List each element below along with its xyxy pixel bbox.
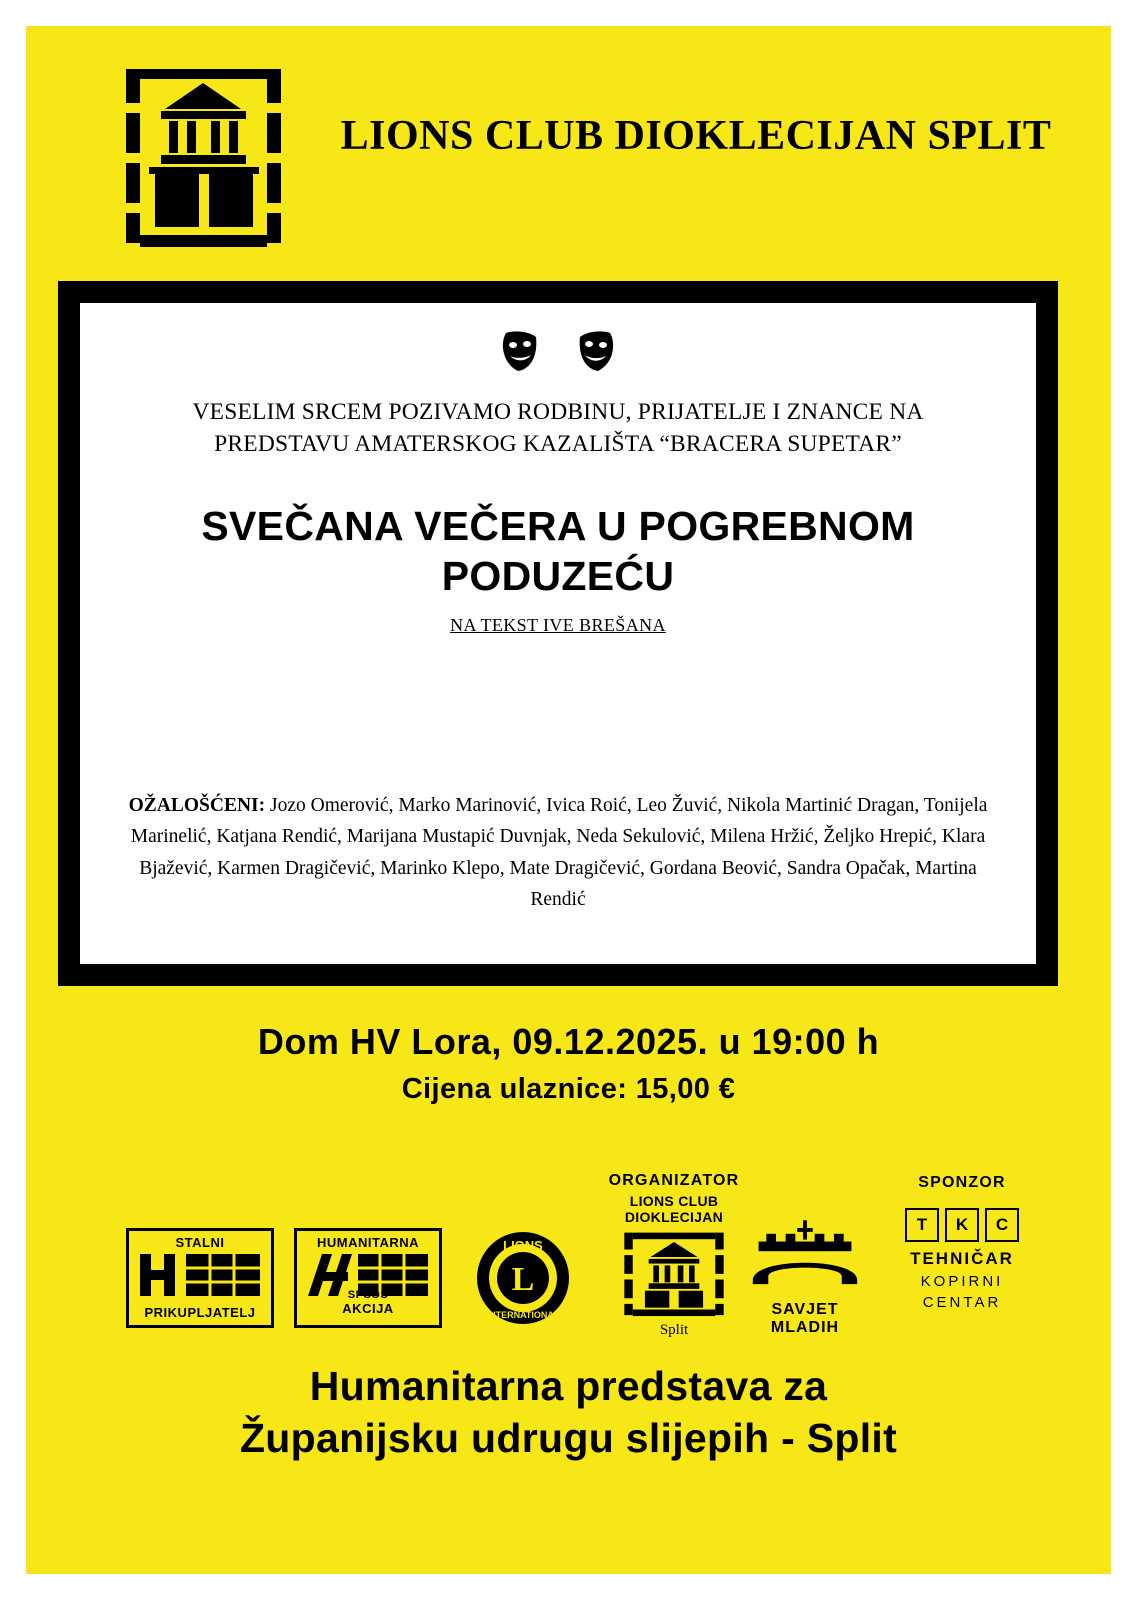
invitation-text — [122, 397, 994, 460]
play-author: NA TEKST IVE BREŠANA — [450, 614, 666, 635]
tkc-letter-c: C — [985, 1208, 1019, 1242]
cast-list — [122, 790, 994, 916]
organizer-block — [604, 1172, 744, 1339]
sponsor-block — [892, 1174, 1032, 1311]
badge1-top-label: STALNI — [175, 1235, 225, 1250]
tkc-letter-k: K — [945, 1208, 979, 1242]
tkc-word-3: CENTAR — [922, 1294, 1002, 1311]
badge2-middle-label: SPSOS — [347, 1289, 389, 1301]
organizer-caption: ORGANIZATOR — [608, 1172, 740, 1189]
poster-header — [26, 26, 1111, 271]
page-title: LIONS CLUB DIOKLECIJAN SPLIT — [340, 113, 1052, 159]
invitation-frame — [58, 281, 1058, 986]
organizer-city: Split — [659, 1322, 689, 1339]
svg-text:INTERNATIONAL: INTERNATIONAL — [486, 1310, 560, 1320]
sponsor-stalni-prikupljatelj — [126, 1228, 274, 1328]
sponsor-caption: SPONZOR — [918, 1174, 1006, 1191]
lions-international-emblem — [458, 1230, 588, 1331]
cast-list-label: OŽALOŠĆENI: — [128, 794, 266, 816]
footer-line-1: Humanitarna predstava za — [309, 1363, 828, 1409]
diocletian-palace-icon — [622, 1227, 726, 1317]
venue-block — [26, 1021, 1111, 1106]
savjet-mladih-line-2: MLADIH — [770, 1318, 840, 1336]
ticket-price: Cijena ulaznice: 15,00 € — [401, 1073, 736, 1105]
venue-datetime: Dom HV Lora, 09.12.2025. u 19:00 h — [257, 1021, 880, 1062]
tkc-logo — [892, 1208, 1032, 1242]
footer-line-2: Županijsku udrugu slijepih - Split — [239, 1414, 898, 1461]
invitation-line-1: VESELIM SRCEM POZIVAMO RODBINU, PRIJATELJE I ZNANCE NA — [192, 399, 924, 425]
organizer-name-line-1: LIONS CLUB — [629, 1193, 719, 1209]
svg-text:L: L — [511, 1261, 535, 1298]
badge1-bottom-label: PRIKUPLJATELJ — [144, 1305, 256, 1320]
badge2-bottom-label: AKCIJA — [342, 1301, 394, 1316]
theatre-masks-icon — [122, 329, 994, 375]
lions-international-icon — [458, 1230, 588, 1326]
badge2-top-label: HUMANITARNA — [316, 1235, 420, 1250]
organizer-name-line-2: DIOKLECIJAN — [624, 1208, 724, 1225]
tkc-letter-t: T — [905, 1208, 939, 1242]
savjet-mladih-line-1: SAVJET — [771, 1301, 839, 1318]
svg-text:LIONS: LIONS — [503, 1238, 543, 1253]
invitation-line-2: PREDSTAVU AMATERSKOG KAZALIŠTA “BRACERA SUPETAR” — [214, 430, 902, 457]
play-title: SVEČANA VEČERA U POGREBNOM PODUZEĆU — [201, 503, 915, 599]
poster-background — [26, 26, 1111, 1574]
tkc-word-1: TEHNIČAR — [910, 1249, 1014, 1268]
bridge-icon — [747, 1218, 863, 1296]
cast-list-names: Jozo Omerović, Marko Marinović, Ivica Roić, Leo Žuvić, Nikola Martinić Dragan, Tonijela Marinelić, Katjana Rendić, Marijana Mustapić Duvnjak, Neda Sekulović, Milena Hržić, Željko Hrepić, Klara Bjažević, Karmen Dragičević, Marinko Klepo, Mate Dragičević, Gordana Beović, Sandra Opačak, Martina Rendić — [130, 794, 988, 911]
diocletian-palace-icon — [121, 61, 286, 251]
sponsor-humanitarna-akcija — [294, 1228, 442, 1328]
footer-block — [26, 1361, 1111, 1464]
invitation-panel — [80, 303, 1036, 964]
savjet-mladih-block — [740, 1218, 870, 1337]
sponsors-row — [26, 1156, 1111, 1339]
stalni-prikupljatelj-icon — [130, 1250, 270, 1300]
tkc-word-2: KOPIRNI — [920, 1273, 1004, 1290]
